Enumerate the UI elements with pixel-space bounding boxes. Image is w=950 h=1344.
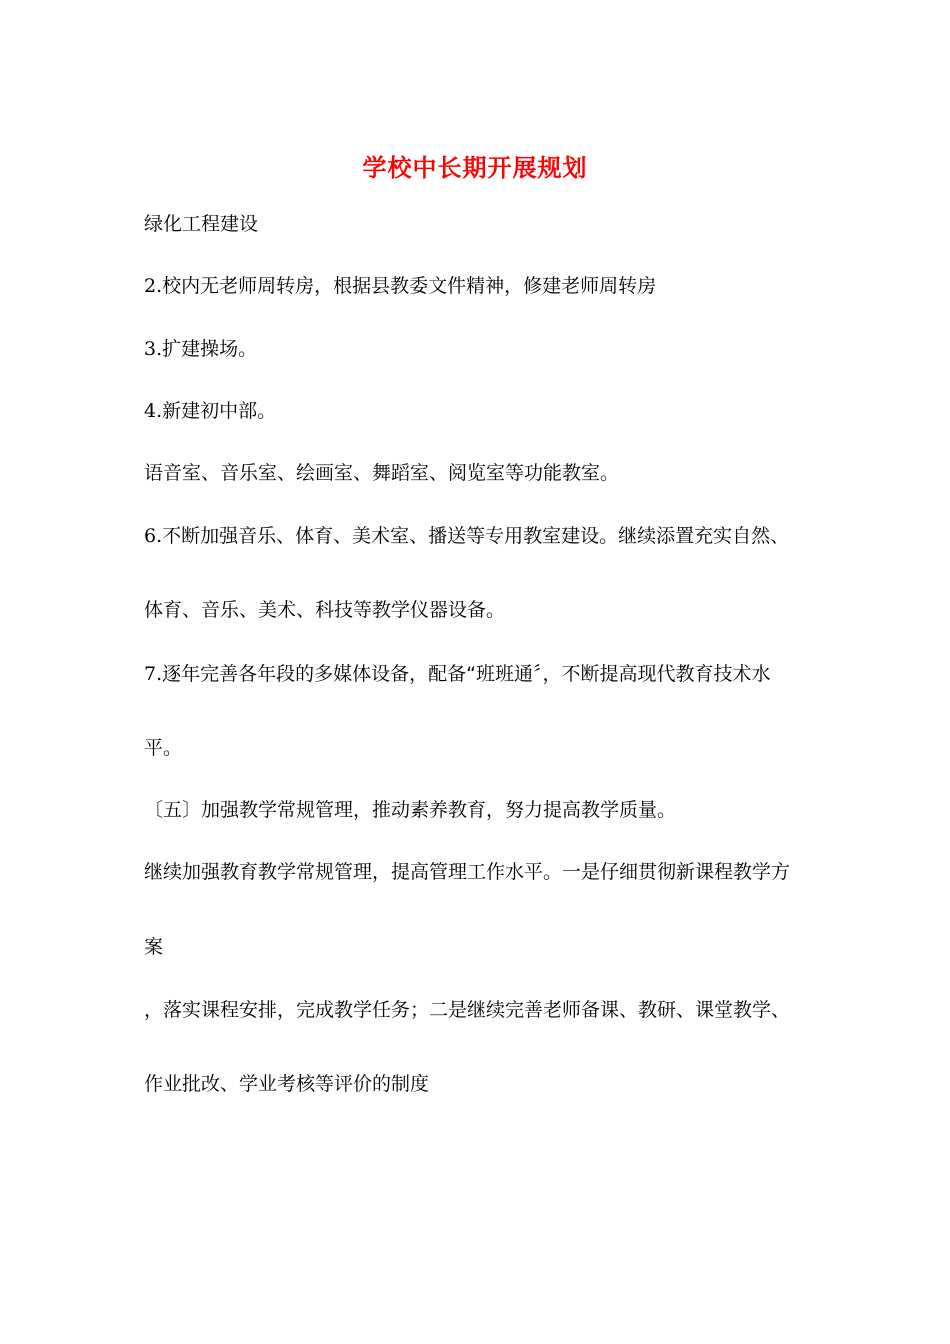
paragraph-line [144, 933, 163, 961]
paragraph-line [144, 335, 257, 363]
line-text: 校内无老师周转房，根据县教委文件精神，修建老师周转房 [162, 275, 657, 297]
paragraph-line [144, 796, 676, 824]
line-number: 3. [144, 338, 163, 360]
line-text: 案 [144, 936, 164, 958]
paragraph-line [144, 734, 182, 762]
line-text: 扩建操场。 [162, 338, 258, 360]
line-text: 〔五〕加强教学常规管理，推动素养教育，努力提高教学质量。 [144, 799, 677, 821]
paragraph-line [144, 1070, 429, 1098]
line-text: 不断加强音乐、体育、美术室、播送等专用教室建设。继续添置充实自然、 [162, 525, 790, 547]
line-number: 6. [144, 525, 163, 547]
paragraph-line [144, 522, 789, 550]
line-number: 4. [144, 400, 163, 422]
paragraph-line [144, 996, 790, 1024]
line-text: 逐年完善各年段的多媒体设备，配备“班班通〞，不断提高现代教育技术水 [162, 663, 771, 685]
line-text: 平。 [144, 737, 183, 759]
line-text: 继续加强教育教学常规管理，提高管理工作水平。一是仔细贯彻新课程教学方 [144, 861, 791, 883]
line-text: 绿化工程建设 [144, 213, 259, 235]
paragraph-line [144, 596, 505, 624]
line-number: 7. [144, 663, 163, 685]
paragraph-line [144, 210, 258, 238]
line-text: ，落实课程安排，完成教学任务；二是继续完善老师备课、教研、课堂教学、 [144, 999, 791, 1021]
paragraph-line [144, 272, 656, 300]
paragraph-line [144, 397, 276, 425]
line-text: 作业批改、学业考核等评价的制度 [144, 1073, 430, 1095]
paragraph-line [144, 660, 771, 688]
paragraph-line [144, 858, 790, 886]
line-text: 新建初中部。 [162, 400, 277, 422]
line-number: 2. [144, 275, 163, 297]
paragraph-line [144, 459, 619, 487]
document-title: 学校中长期开展规划 [362, 154, 588, 182]
line-text: 语音室、音乐室、绘画室、舞蹈室、阅览室等功能教室。 [144, 462, 620, 484]
line-text: 体育、音乐、美术、科技等教学仪器设备。 [144, 599, 506, 621]
